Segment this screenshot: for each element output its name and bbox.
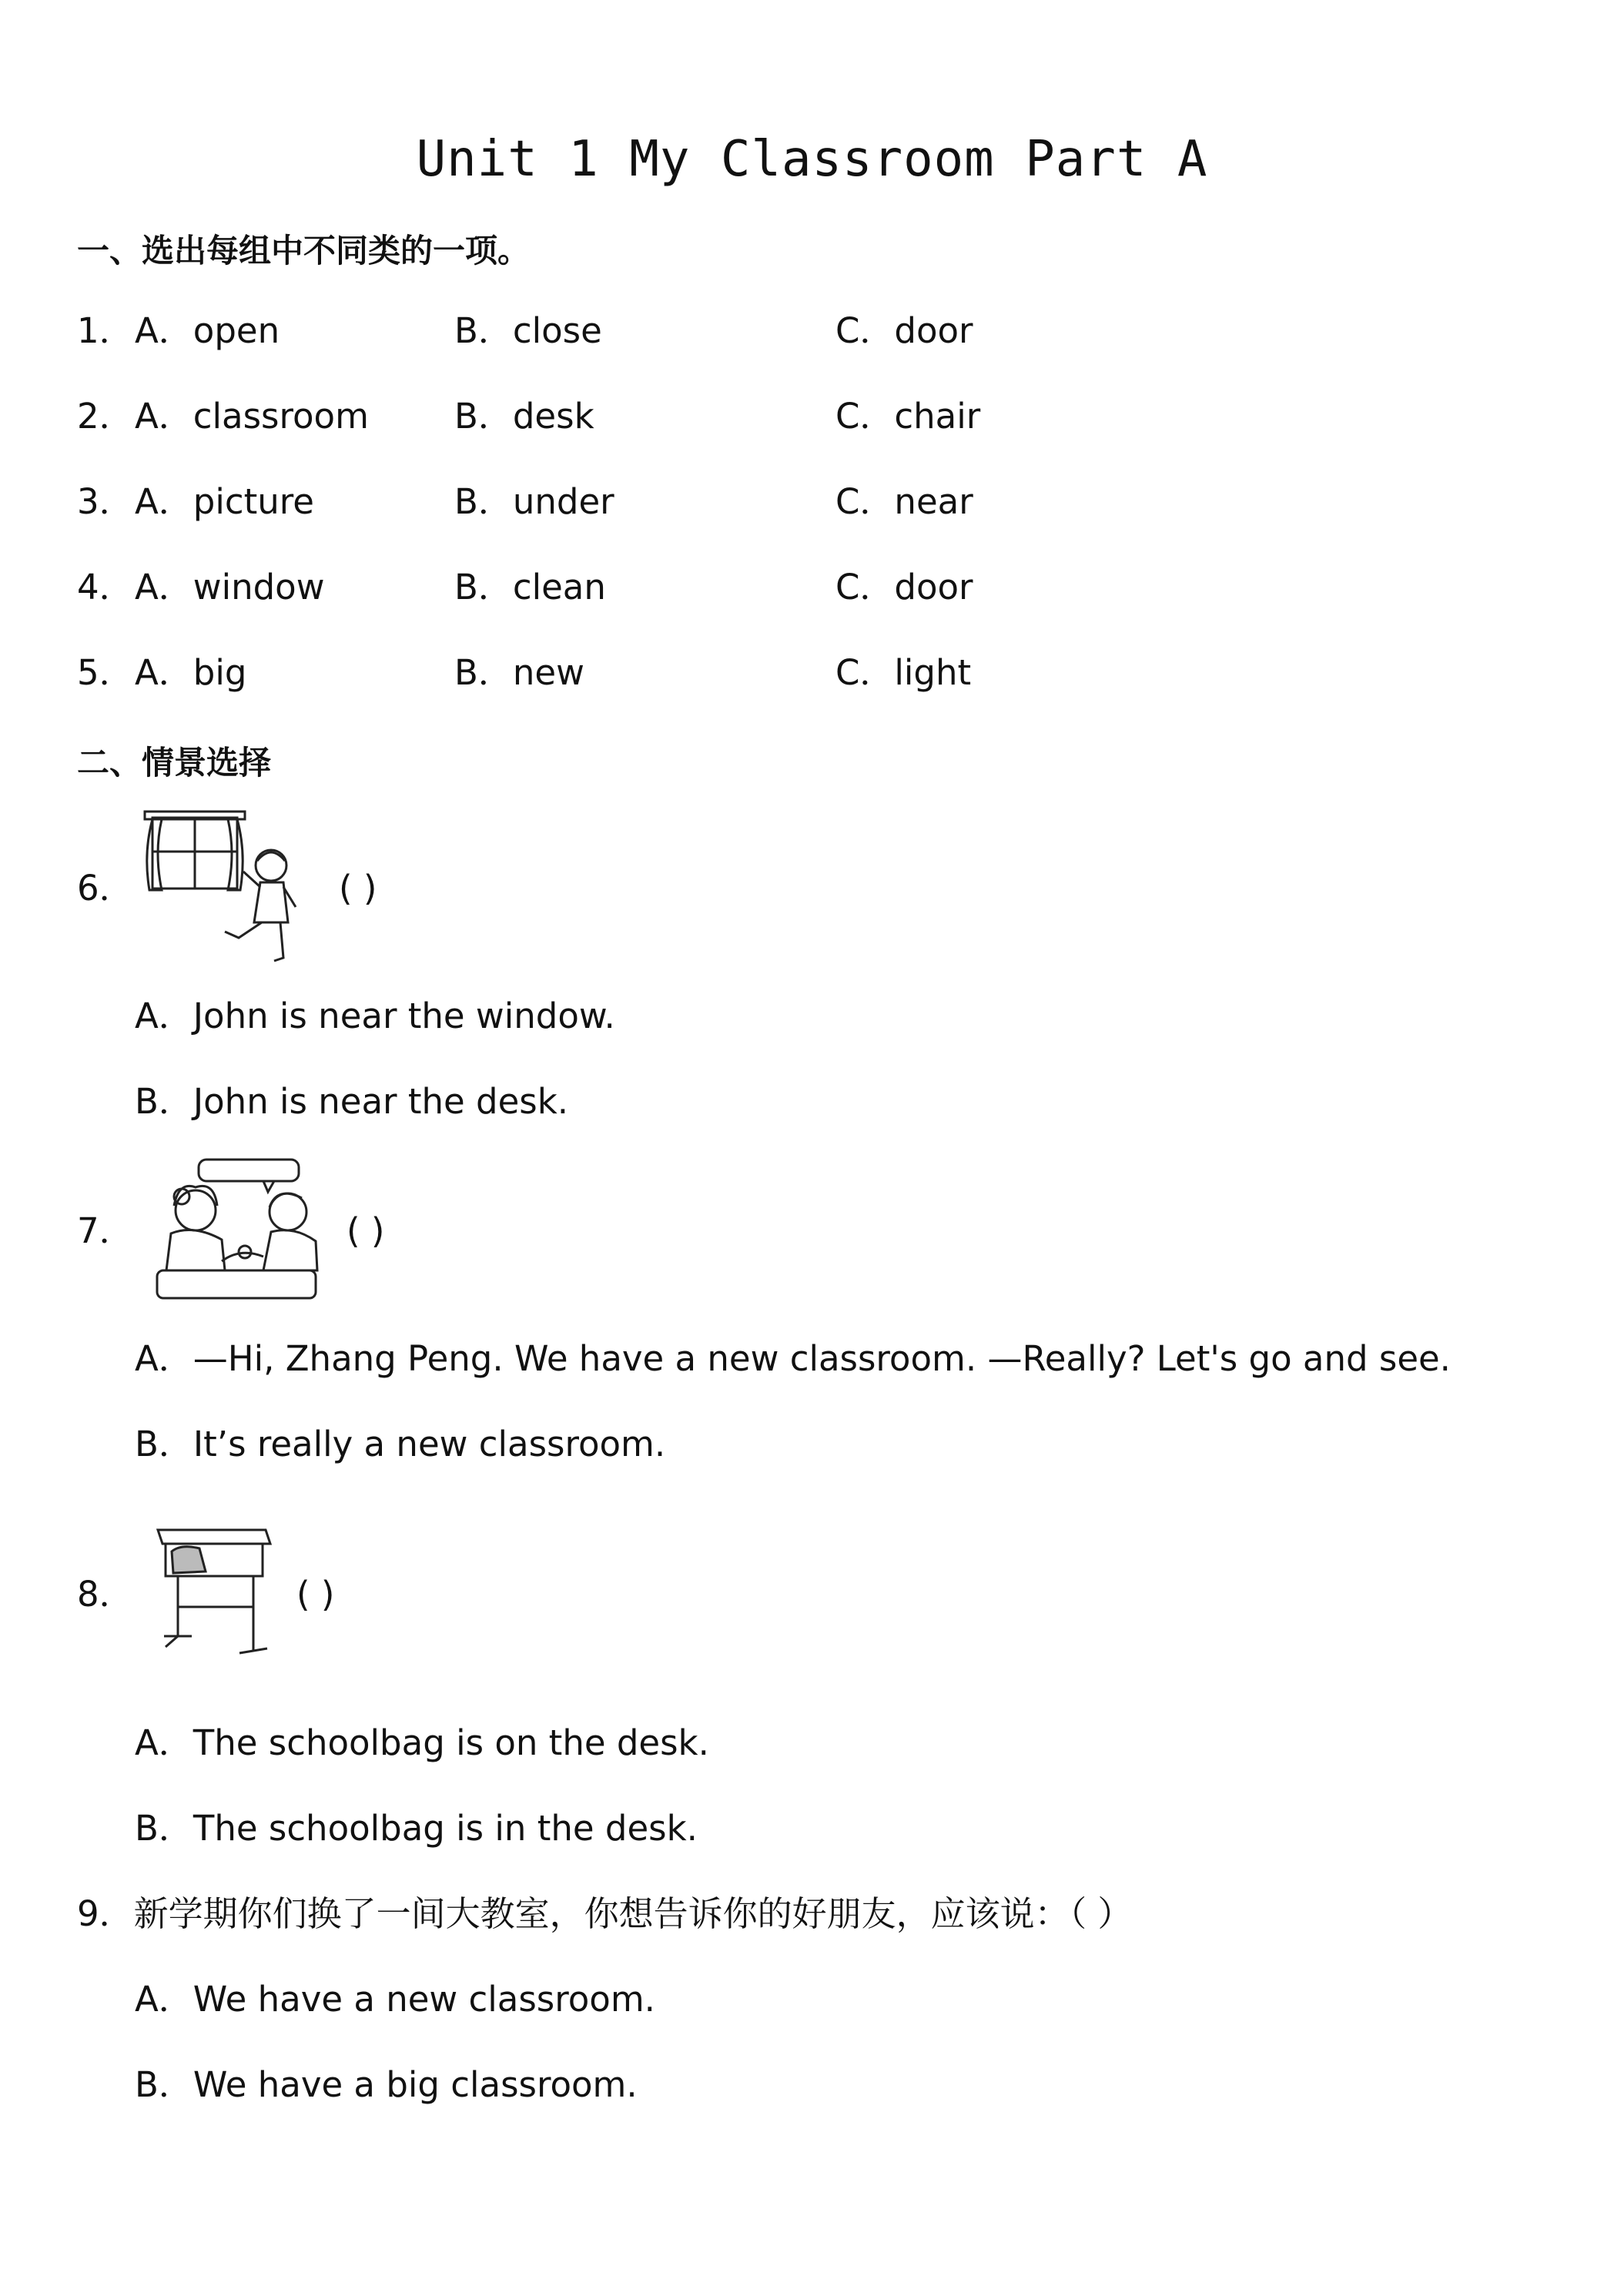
question-number: 4．	[77, 567, 134, 607]
question-9-stem: 9．新学期你们换了一间大教室，你想告诉你的好朋友，应该说：（ ）	[77, 1893, 1133, 1934]
option-c: C．door	[835, 310, 973, 351]
answer-blank[interactable]: ( )	[339, 868, 377, 909]
option-a: A．—Hi, Zhang Peng. We have a new classroom. —Really? Let's go and see.	[135, 1338, 1451, 1379]
option-b: B．desk	[454, 396, 594, 437]
option-a: A．The schoolbag is on the desk.	[135, 1722, 709, 1763]
option-a: A．open	[135, 310, 280, 351]
two-children-talking-illustration	[148, 1155, 325, 1305]
question-7-number: 7．	[77, 1210, 134, 1251]
question-number: 5．	[77, 652, 134, 693]
option-b: B．under	[454, 481, 614, 522]
option-a: A．classroom	[135, 396, 369, 437]
option-b: B．new	[454, 652, 584, 693]
section-1-heading: 一、选出每组中不同类的一项。	[77, 232, 531, 269]
desk-with-schoolbag-illustration	[150, 1521, 277, 1675]
option-a: A．We have a new classroom.	[135, 1979, 655, 2020]
answer-blank[interactable]: ( )	[347, 1210, 385, 1251]
section-2-heading: 二、情景选择	[77, 744, 272, 782]
option-c: C．near	[835, 481, 973, 522]
option-a: A．picture	[135, 481, 314, 522]
option-b: B．We have a big classroom.	[135, 2064, 638, 2105]
page-title: Unit 1 My Classroom Part A	[416, 131, 1208, 188]
answer-blank[interactable]: ( )	[296, 1574, 335, 1615]
option-c: C．door	[835, 567, 973, 607]
boy-near-window-illustration	[139, 807, 312, 969]
option-b: B．It’s really a new classroom.	[135, 1424, 666, 1464]
option-b: B．The schoolbag is in the desk.	[135, 1808, 698, 1849]
question-number: 2．	[77, 396, 134, 437]
question-number: 1．	[77, 310, 134, 351]
option-c: C．light	[835, 652, 972, 693]
question-8-number: 8．	[77, 1574, 134, 1615]
option-b: B．clean	[454, 567, 606, 607]
option-a: A．big	[135, 652, 247, 693]
option-b: B．John is near the desk.	[135, 1081, 569, 1122]
question-6-number: 6．	[77, 868, 134, 909]
option-a: A．John is near the window.	[135, 996, 615, 1036]
option-c: C．chair	[835, 396, 981, 437]
option-a: A．window	[135, 567, 325, 607]
question-number: 3．	[77, 481, 134, 522]
option-b: B．close	[454, 310, 602, 351]
